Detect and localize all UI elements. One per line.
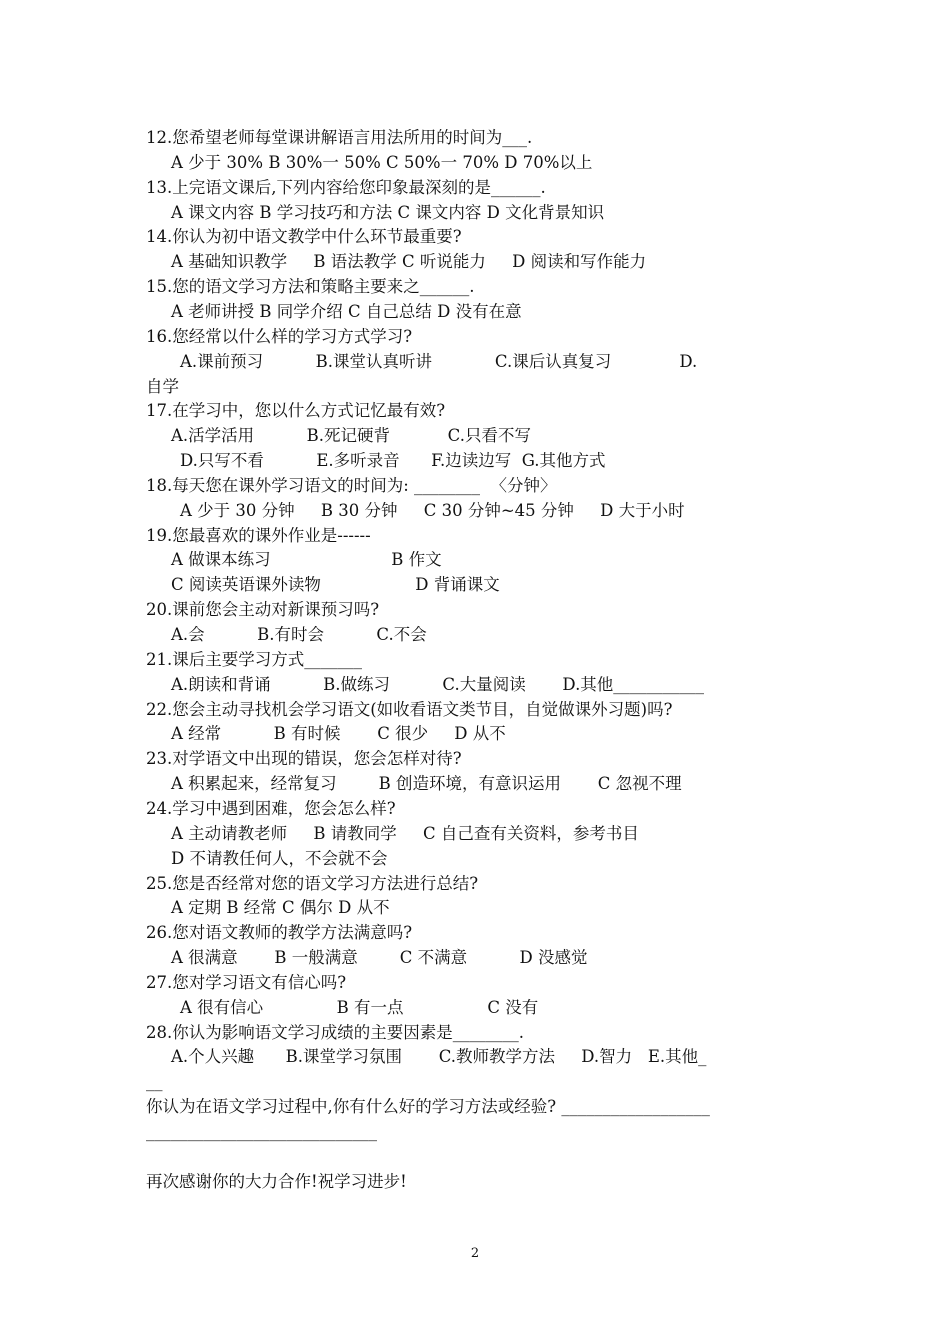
text-line: D 不请教任何人，不会就不会 [171,848,388,868]
text-line: A 很有信心 B 有一点 C 没有 [180,997,539,1017]
text-line: 14.你认为初中语文教学中什么环节最重要? [146,227,462,247]
text-line: 27.您对学习语文有信心吗? [146,972,347,992]
text-line: A 做课本练习 B 作文 [171,550,442,570]
text-line: A 基础知识教学 B 语法教学 C 听说能力 D 阅读和写作能力 [171,252,647,272]
text-line: A.会 B.有时会 C.不会 [171,625,427,644]
text-line: 21.课后主要学习方式_______ [146,649,362,669]
text-line: A 少于 30 分钟 B 30 分钟 C 30 分钟~45 分钟 D 大于小时 [180,500,685,520]
text-line: A 定期 B 经常 C 偶尔 D 从不 [171,898,390,918]
text-line: 16.您经常以什么样的学习方式学习? [146,326,413,346]
text-line: A 老师讲授 B 同学介绍 C 自己总结 D 没有在意 [171,301,522,321]
text-line: A 课文内容 B 学习技巧和方法 C 课文内容 D 文化背景知识 [171,202,605,222]
text-line: 你认为在语文学习过程中,你有什么好的学习方法或经验? __________________ [146,1097,710,1117]
text-line: 22.您会主动寻找机会学习语文(如收看语文类节目，自觉做课外习题)吗? [146,699,673,719]
text-line: A.活学活用 B.死记硬背 C.只看不写 [171,426,531,446]
text-line: 19.您最喜欢的课外作业是------ [146,525,371,545]
text-line: 28.你认为影响语文学习成绩的主要因素是________. [146,1022,524,1042]
page-number: 2 [470,1246,480,1261]
text-line: 18.每天您在课外学习语文的时间为: ________ 〈分钟〉 [146,475,557,495]
text-line: 24.学习中遇到困难，您会怎么样? [146,798,396,818]
text-line: 12.您希望老师每堂课讲解语言用法所用的时间为___. [146,128,533,147]
text-line: D.只写不看 E.多听录音 F.边读边写 G.其他方式 [180,451,606,471]
text-line: A 少于 30% B 30%一 50% C 50%一 70% D 70%以上 [171,152,593,172]
text-line: C 阅读英语课外读物 D 背诵课文 [171,575,500,595]
text-line: A.个人兴趣 B.课堂学习氛围 C.教师教学方法 D.智力 E.其他_ [171,1047,707,1067]
text-line: ____________________________ [146,1122,377,1141]
text-line: 26.您对语文教师的教学方法满意吗? [146,923,413,943]
text-line: A.课前预习 B.课堂认真听讲 C.课后认真复习 D. [180,351,698,371]
text-line: A.朗读和背诵 B.做练习 C.大量阅读 D.其他___________ [171,674,705,694]
text-line: A 积累起来，经常复习 B 创造环境，有意识运用 C 忽视不理 [171,774,682,794]
text-line: 17.在学习中，您以什么方式记忆最有效? [146,401,446,421]
text-line: 15.您的语文学习方法和策略主要来之______. [146,277,475,297]
text-line: 23.对学语文中出现的错误，您会怎样对待? [146,749,462,769]
text-line: 25.您是否经常对您的语文学习方法进行总结? [146,873,479,893]
text-line: A 主动请教老师 B 请教同学 C 自己查有关资料，参考书目 [171,823,639,843]
text-line: A 很满意 B 一般满意 C 不满意 D 没感觉 [171,948,588,968]
text-line: A 经常 B 有时候 C 很少 D 从不 [171,724,506,744]
text-line: 20.课前您会主动对新课预习吗? [146,600,380,620]
text-line: __ [146,1072,163,1092]
text-line: 13.上完语文课后,下列内容给您印象最深刻的是______. [146,177,546,197]
text-line: 再次感谢你的大力合作!祝学习进步! [146,1171,407,1191]
text-line: 自学 [146,376,179,396]
